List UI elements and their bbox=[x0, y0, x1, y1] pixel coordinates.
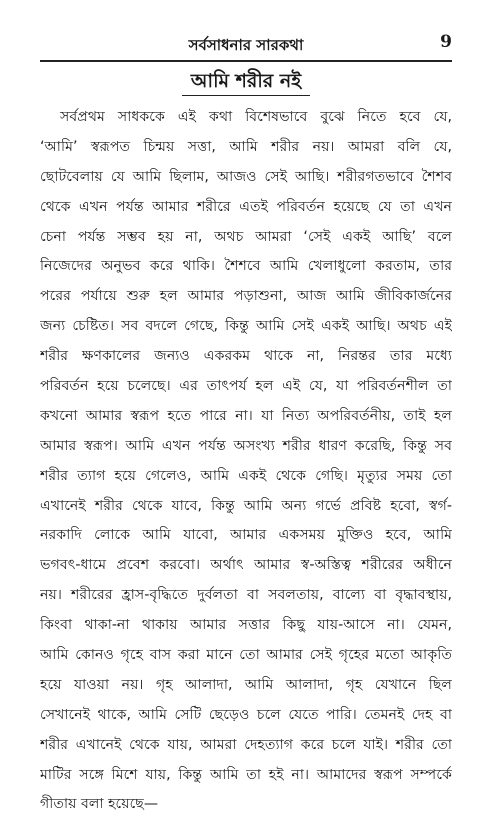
header-rule bbox=[40, 60, 452, 62]
text-line: গীতায় বলা হয়েছে— bbox=[40, 796, 159, 813]
running-title: সর্বসাধনার সারকথা bbox=[188, 36, 304, 54]
text-line: এখানেই শরীর থেকে যাবে, কিন্তু আমি অন্য গর্ভে প্রবিষ্ট হবো, স্বর্গ- bbox=[40, 497, 452, 514]
text-line: পরের পর্যায়ে শুরু হল আমার পড়াশুনা, আজ আমি জীবিকার্জনের bbox=[40, 288, 452, 305]
body-paragraph bbox=[40, 103, 452, 820]
text-line: শরীর ত্যাগ হয়ে গেলেও, আমি একই থেকে গেছি। মৃত্যুর সময় তো bbox=[40, 467, 452, 484]
running-head bbox=[40, 34, 452, 58]
text-line: শরীর এখানেই থেকে যায়, আমরা দেহত্যাগ করে চলে যাই। শরীর তো bbox=[40, 736, 452, 753]
text-line: নয়। শরীরের হ্রাস-বৃদ্ধিতে দুর্বলতা বা সবলতায়, বাল্যে বা বৃদ্ধাবস্থায়, bbox=[40, 587, 452, 604]
text-line: ছোটবেলায় যে আমি ছিলাম, আজও সেই আছি। শরীরগতভাবে শৈশব bbox=[40, 168, 452, 185]
text-line: আমি কোনও গৃহে বাস করা মানে তো আমার সেই গৃহের মতো আকৃতি bbox=[40, 647, 452, 664]
text-line: আমার স্বরূপ। আমি এখন পর্যন্ত অসংখ্য শরীর ধারণ করেছি, কিন্তু সব bbox=[40, 437, 452, 454]
page-number: 9 bbox=[440, 32, 452, 52]
text-line: নরকাদি লোকে আমি যাবো, আমার একসময় মুক্তিও হবে, আমি bbox=[40, 527, 452, 544]
text-line: সর্বপ্রথম সাধককে এই কথা বিশেষভাবে বুঝে নিতে হবে যে, bbox=[60, 109, 452, 125]
text-line: থেকে এখন পর্যন্ত আমার শরীরে এতই পরিবর্তন হয়েছে যে তা এখন bbox=[40, 198, 452, 215]
text-line: মাটির সঙ্গে মিশে যায়, কিন্তু আমি তা হই না। আমাদের স্বরূপ সম্পর্কে bbox=[40, 766, 452, 783]
text-line: কখনো আমার স্বরূপ হতে পারে না। যা নিত্য অপরিবর্তনীয়, তাই হল bbox=[40, 407, 452, 424]
text-line: ভগবৎ-ধামে প্রবেশ করবো। অর্থাৎ আমার স্ব-অস্তিত্ব শরীরের অধীনে bbox=[40, 557, 452, 574]
text-line: ‘আমি’ স্বরূপত চিন্ময় সত্তা, আমি শরীর নয়। আমরা বলি যে, bbox=[40, 138, 452, 155]
title-underline bbox=[182, 95, 310, 96]
text-line: জন্য চেষ্টিত। সব বদলে গেছে, কিন্তু আমি সেই একই আছি। অথচ এই bbox=[40, 318, 452, 335]
text-line: হয়ে যাওয়া নয়। গৃহ আলাদা, আমি আলাদা, গৃহ যেখানে ছিল bbox=[40, 676, 452, 693]
section-title: আমি শরীর নই bbox=[190, 70, 302, 92]
text-line: পরিবর্তন হয়ে চলেছে। এর তাৎপর্য হল এই যে, যা পরিবর্তনশীল তা bbox=[40, 378, 452, 395]
text-line: সেখানেই থাকে, আমি সেটি ছেড়েও চলে যেতে পারি। তেমনই দেহ বা bbox=[40, 706, 452, 723]
text-line: কিংবা থাকা-না থাকায় আমার সত্তার কিছু যায়-আসে না। যেমন, bbox=[40, 617, 452, 634]
text-line: শরীর ক্ষণকালের জন্যও একরকম থাকে না, নিরন্তর তার মধ্যে bbox=[40, 348, 452, 365]
text-line: চেনা পর্যন্ত সম্ভব হয় না, অথচ আমরা ‘সেই একই আছি’ বলে bbox=[40, 228, 452, 245]
text-line: নিজেদের অনুভব করে থাকি। শৈশবে আমি খেলাধুলো করতাম, তার bbox=[40, 258, 452, 275]
